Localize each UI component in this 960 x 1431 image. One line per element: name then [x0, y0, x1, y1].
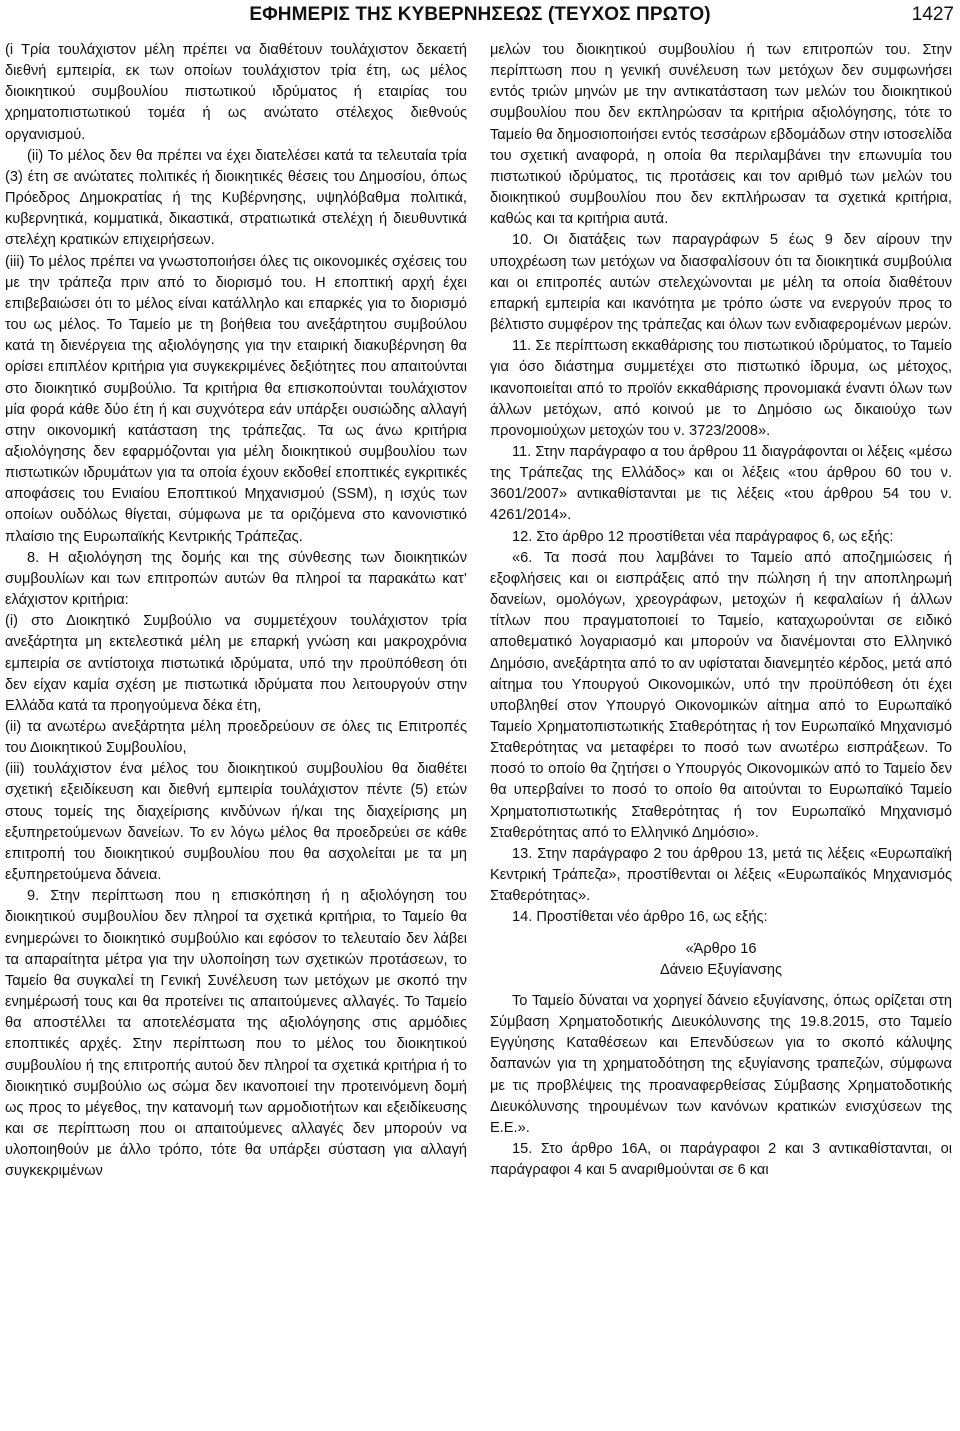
paragraph: (ii) τα ανωτέρω ανεξάρτητα μέλη προεδρεύουν σε όλες τις Επιτροπές του Διοικητικού Συμβουλίου, [5, 719, 467, 757]
page-header [0, 0, 960, 32]
paragraph: 11. Σε περίπτωση εκκαθάρισης του πιστωτικού ιδρύματος, το Ταμείο για όσο διάστημα συμμετέχει στο πιστωτικό ίδρυμα, ως μέτοχος, ικανοποιείται από το προϊόν εκκαθάρισης προνομιακά έναντι όλων των άλλων μετόχων, από κοινού με το Δημόσιο ως δικαιούχο των προνομιούχων μετοχών του ν. 3723/2008». [490, 338, 952, 439]
right-column [490, 40, 952, 1181]
paragraph: (i) στο Διοικητικό Συμβούλιο να συμμετέχουν τουλάχιστον τρία ανεξάρτητα μη εκτελεστικά μέλη με επαρκή γνώση και μακροχρόνια εμπειρία σε αντίστοιχα πιστωτικά ιδρύματα, υπό την προϋπόθεση ότι δεν είχαν καμία σχέση με πιστωτικά ιδρύματα που λειτουργούν στην Ελλάδα κατά τα προηγούμενα δέκα έτη, [5, 613, 467, 714]
left-column [5, 40, 467, 1182]
page-number: 1427 [911, 4, 954, 25]
paragraph: (iii) Το μέλος πρέπει να γνωστοποιήσει όλες τις οικονομικές σχέσεις του με την τράπεζα πριν από το διορισμό του. Η εποπτική αρχή έχει επιβεβαιώσει ότι το μέλος είναι κατάλληλο και επαρκές για το διορισμό του ως μέλος. Το Ταμείο με τη βοήθεια του ανεξάρτητου συμβούλου κατά τη διενέργεια της αξιολόγησης για την εταιρική διακυβέρνηση θα ορίσει επιπλέον κριτήρια για συγκεκριμένες δεξιότητες που απαιτούνται στο διοικητικό συμβούλιο. Τα κριτήρια θα επισκοπούνται τουλάχιστον μία φορά κάθε δύο έτη ή και συχνότερα εάν υπάρξει ουσιώδης αλλαγή στην οικονομική κατάσταση της τράπεζας. Τα ως άνω κριτήρια αξιολόγησης δεν εφαρμόζονται για μέλη διοικητικού συμβουλίου των πιστωτικών ιδρυμάτων για τα οποία έχουν εκδοθεί εποπτικές εγκριτικές αποφάσεις του Ενιαίου Εποπτικού Μηχανισμού (SSM), η ισχύς των οποίων ουδόλως θίγεται, σύμφωνα με τα οριζόμενα στο κανονιστικό πλαίσιο της Ευρωπαϊκής Κεντρικής Τράπεζας. [5, 253, 467, 545]
paragraph: (i Τρία τουλάχιστον μέλη πρέπει να διαθέτουν τουλάχιστον δεκαετή διεθνή εμπειρία, εκ των οποίων τουλάχιστον τρία έτη, ως μέλος διοικητικού συμβουλίου πιστωτικού ιδρύματος ή εταιρίας του χρηματοπιστωτικού τομέα ή ως ανώτατο στέλεχος διεθνούς οργανισμού. [5, 42, 467, 143]
paragraph: 12. Στο άρθρο 12 προστίθεται νέα παράγραφος 6, ως εξής: [512, 528, 894, 545]
paragraph: 14. Προστίθεται νέο άρθρο 16, ως εξής: [512, 909, 768, 926]
paragraph: 8. Η αξιολόγηση της δομής και της σύνθεσης των διοικητικών συμβουλίων και των επιτροπών αυτών θα πληροί τα παρακάτω κατ’ ελάχιστον κριτήρια: [5, 549, 467, 609]
paragraph: (iii) τουλάχιστον ένα μέλος του διοικητικού συμβουλίου θα διαθέτει σχετική εξειδίκευση και διεθνή εμπειρία τουλάχιστον πέντε (5) ετών στους τομείς της διαχείρισης κινδύνων ή/και της διαχείρισης μη εξυπηρετούμενων δανείων. Το εν λόγω μέλος θα προεδρεύει σε κάθε επιτροπή του διοικητικού συμβουλίου που θα ασχολείται με τα μη εξυπηρετούμενα δάνεια. [5, 761, 467, 884]
article-subheading: Δάνειο Εξυγίανσης [659, 961, 783, 978]
paragraph: 9. Στην περίπτωση που η επισκόπηση ή η αξιολόγηση του διοικητικού συμβουλίου δεν πληροί τα σχετικά κριτήρια, το Ταμείο θα ενημερώνει το διοικητικό συμβούλιο και εφόσον το τελευταίο δεν λάβει τα απαραίτητα μέτρα για την υλοποίηση των σχετικών προτάσεων, το Ταμείο θα συγκαλεί τη Γενική Συνέλευση των μετόχων με σκοπό την ενημέρωσή τους και θα προτείνει τις απαιτούμενες αλλαγές. Το Ταμείο θα αποστέλλει τα αποτελέσματα της αξιολόγησης στις αρμόδιες εποπτικές αρχές. Στην περίπτωση που το μέλος του διοικητικού συμβουλίου ή της επιτροπής αυτού δεν πληροί τα σχετικά κριτήρια ή το διοικητικό συμβούλιο ως σώμα δεν ικανοποιεί την προτεινόμενη δομή ως προς το μέγεθος, την κατανομή των αρμοδιοτήτων και εξειδίκευσης και σε περίπτωση που οι απαιτούμενες αλλαγές δεν μπορούν να υλοποιηθούν με άλλο τρόπο, τότε θα υπάρξει σύσταση για αλλαγή συγκεκριμένων [5, 888, 467, 1180]
paragraph: «6. Τα ποσά που λαμβάνει το Ταμείο από αποζημιώσεις ή εξοφλήσεις και οι εισπράξεις από την πώληση ή την αποπληρωμή δανείων, ομολόγων, χρεογράφων, μετοχών ή κεφαλαίων ή άλλων τίτλων που πραγματοποιεί το Ταμείο, καταχωρούνται σε ειδικό αποθεματικό λογαριασμό και μπορούν να διανέμονται στο Ελληνικό Δημόσιο, ανεξάρτητα από το αν υφίσταται διανεμητέο κέρδος, μετά από αίτημα του Υπουργού Οικονομικών, υπό την προϋπόθεση ότι έχει υποβληθεί στον Υπουργό Οικονομικών αίτημα από το Ευρωπαϊκό Ταμείο Χρηματοπιστωτικής Σταθερότητας ή τον Ευρωπαϊκό Μηχανισμό Σταθερότητας να μεταφέρει το ποσό των ανωτέρω εισπράξεων. Το ποσό το οποίο θα ζητήσει ο Υπουργός Οικονομικών από το Ταμείο δεν θα υπερβαίνει το ποσό το οποίο θα αιτούνται το Ευρωπαϊκό Ταμείο Χρηματοπιστωτικής Σταθερότητας ή τον Ευρωπαϊκό Μηχανισμό Σταθερότητας από το Ελληνικό Δημόσιο». [490, 549, 952, 841]
paragraph: 10. Οι διατάξεις των παραγράφων 5 έως 9 δεν αίρουν την υποχρέωση των μετόχων να διασφαλίσουν ότι τα διοικητικά συμβούλια και οι επιτροπές αυτών στελεχώνονται με μέλη τα οποία διαθέτουν επαρκή εμπειρία και ικανότητα με τρόπο ώστε να ενεργούν προς το βέλτιστο συμφέρον της τράπεζας και όλων των ενδιαφερομένων μερών. [490, 232, 952, 334]
paragraph: 13. Στην παράγραφο 2 του άρθρου 13, μετά τις λέξεις «Ευρωπαϊκή Κεντρική Τράπεζα», προστίθενται οι λέξεις «Ευρωπαϊκός Μηχανισμός Σταθερότητας». [490, 845, 952, 905]
paragraph: 11. Στην παράγραφο α του άρθρου 11 διαγράφονται οι λέξεις «μέσω της Τράπεζας της Ελλάδος» και οι λέξεις «του άρθρου 60 του ν. 3601/2007» αντικαθίστανται με τις λέξεις «του άρθρου 54 του ν. 4261/2014». [490, 443, 952, 524]
paragraph: 15. Στο άρθρο 16Α, οι παράγραφοι 2 και 3 αντικαθίστανται, οι παράγραφοι 4 και 5 αναριθμούνται σε 6 και [490, 1140, 952, 1179]
article-heading: «Άρθρο 16 [685, 940, 757, 957]
paragraph: μελών του διοικητικού συμβουλίου ή των επιτροπών του. Στην περίπτωση που η γενική συνέλευση των μετόχων δεν συμφωνήσει εντός τριών μηνών με την αντικατάσταση των μελών του διοικητικού συμβουλίου που δεν εκπληρώσαν τα κριτήρια αξιολόγησης, τότε το Ταμείο θα δημοσιοποιήσει εντός τεσσάρων εβδομάδων στην ιστοσελίδα του σχετική αναφορά, η οποία θα περιλαμβάνει την επωνυμία του πιστωτικού ιδρύματος, τις προτάσεις και τον αριθμό των μελών του διοικητικού συμβουλίου που δεν εκπλήρωσαν τα σχετικά κριτήρια, καθώς και τα κριτήρια αυτά. [490, 42, 952, 228]
paragraph: (ii) Το μέλος δεν θα πρέπει να έχει διατελέσει κατά τα τελευταία τρία (3) έτη σε ανώτατες πολιτικές ή διοικητικές θέσεις του Δημοσίου, όπως Πρόεδρος Δημοκρατίας ή της Κυβέρνησης, υψηλόβαθμα πολιτικά, κυβερνητικά, κομματικά, δικαστικά, στρατιωτικά στελέχη ή διευθυντικά στελέχη κρατικών επιχειρήσεων. [5, 147, 467, 249]
gazette-title: ΕΦΗΜΕΡΙΣ ΤΗΣ ΚΥΒΕΡΝΗΣΕΩΣ (ΤΕΥΧΟΣ ΠΡΩΤΟ) [249, 4, 711, 25]
article-body: Το Ταμείο δύναται να χορηγεί δάνειο εξυγίανσης, όπως ορίζεται στη Σύμβαση Χρηματοδοτικής Διευκόλυνσης της 19.8.2015, στο Ταμείο Εγγύησης Καταθέσεων και Επενδύσεων για το σκοπό κάλυψης δαπανών για τη χρηματοδότηση της εξυγίανσης τραπεζών, σύμφωνα με τις προβλέψεις της προαναφερθείσας Σύμβασης Χρηματοδοτικής Διευκόλυνσης τηρουμένων των κανόνων κρατικών ενισχύσεων της Ε.Ε.». [490, 992, 952, 1136]
